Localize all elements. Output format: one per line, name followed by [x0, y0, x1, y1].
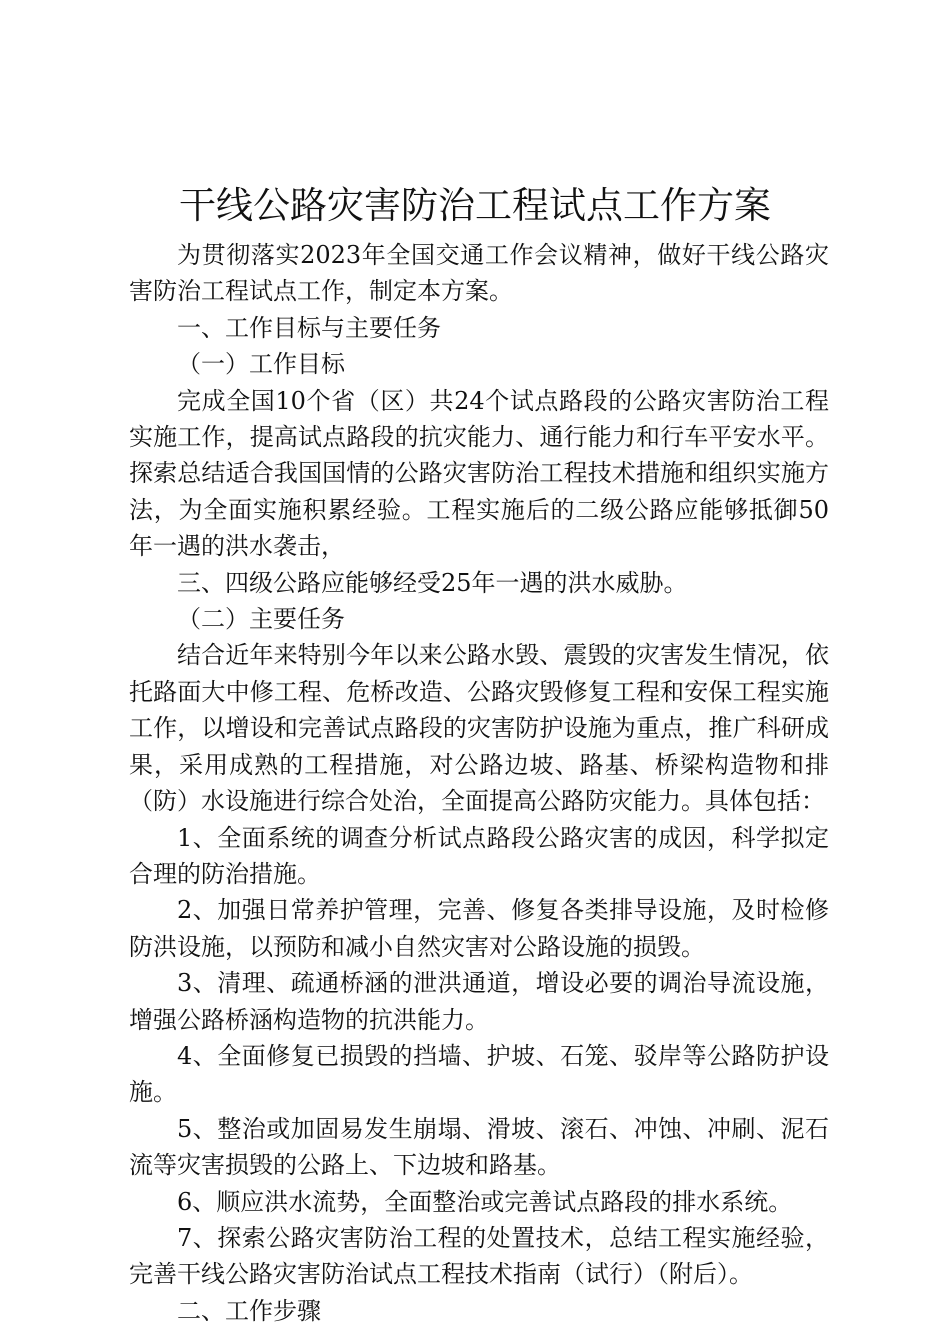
list-item: 4、全面修复已损毁的挡墙、护坡、石笼、驳岸等公路防护设施。 — [129, 1041, 829, 1107]
subsection-heading: （二）主要任务 — [177, 605, 345, 634]
body-paragraph: 三、四级公路应能够经受25年一遇的洪水威胁。 — [177, 568, 688, 597]
body-paragraph: 完成全国10个省（区）共24个试点路段的公路灾害防治工程实施工作，提高试点路段的抗灾能力、通行能力和行车平安水平。探索总结适合我国国情的公路灾害防治工程技术措施和组织实施方法，为全面实施积累经验。工程实施后的二级公路应能够抵御50年一遇的洪水袭击， — [129, 386, 829, 561]
subsection-heading: （一）工作目标 — [177, 350, 345, 379]
list-item: 3、清理、疏通桥涵的泄洪通道，增设必要的调治导流设施，增强公路桥涵构造物的抗洪能力。 — [129, 969, 829, 1034]
body-paragraph: 结合近年来特别今年以来公路水毁、震毁的灾害发生情况，依托路面大中修工程、危桥改造、公路灾毁修复工程和安保工程实施工作，以增设和完善试点路段的灾害防护设施为重点，推广科研成果，采用成熟的工程措施，对公路边坡、路基、桥梁构造物和排（防）水设施进行综合处治，全面提高公路防灾能力。具体包括： — [129, 641, 829, 816]
list-item: 5、整治或加固易发生崩塌、滑坡、滚石、冲蚀、冲刷、泥石流等灾害损毁的公路上、下边坡和路基。 — [129, 1114, 829, 1180]
document-body — [129, 237, 829, 1329]
list-item: 6、顺应洪水流势，全面整治或完善试点路段的排水系统。 — [177, 1187, 793, 1216]
list-item: 1、全面系统的调查分析试点路段公路灾害的成因，科学拟定合理的防治措施。 — [129, 823, 829, 888]
intro-paragraph: 为贯彻落实2023年全国交通工作会议精神，做好干线公路灾害防治工程试点工作，制定本方案。 — [129, 241, 829, 306]
list-item: 2、加强日常养护管理，完善、修复各类排导设施，及时检修防洪设施，以预防和减小自然灾害对公路设施的损毁。 — [129, 896, 829, 961]
document-title: 干线公路灾害防治工程试点工作方案 — [179, 184, 771, 227]
section-heading: 二、工作步骤 — [177, 1296, 321, 1325]
section-heading: 一、工作目标与主要任务 — [177, 313, 441, 342]
list-item: 7、探索公路灾害防治工程的处置技术，总结工程实施经验，完善干线公路灾害防治试点工程技术指南（试行）（附后）。 — [129, 1223, 829, 1289]
